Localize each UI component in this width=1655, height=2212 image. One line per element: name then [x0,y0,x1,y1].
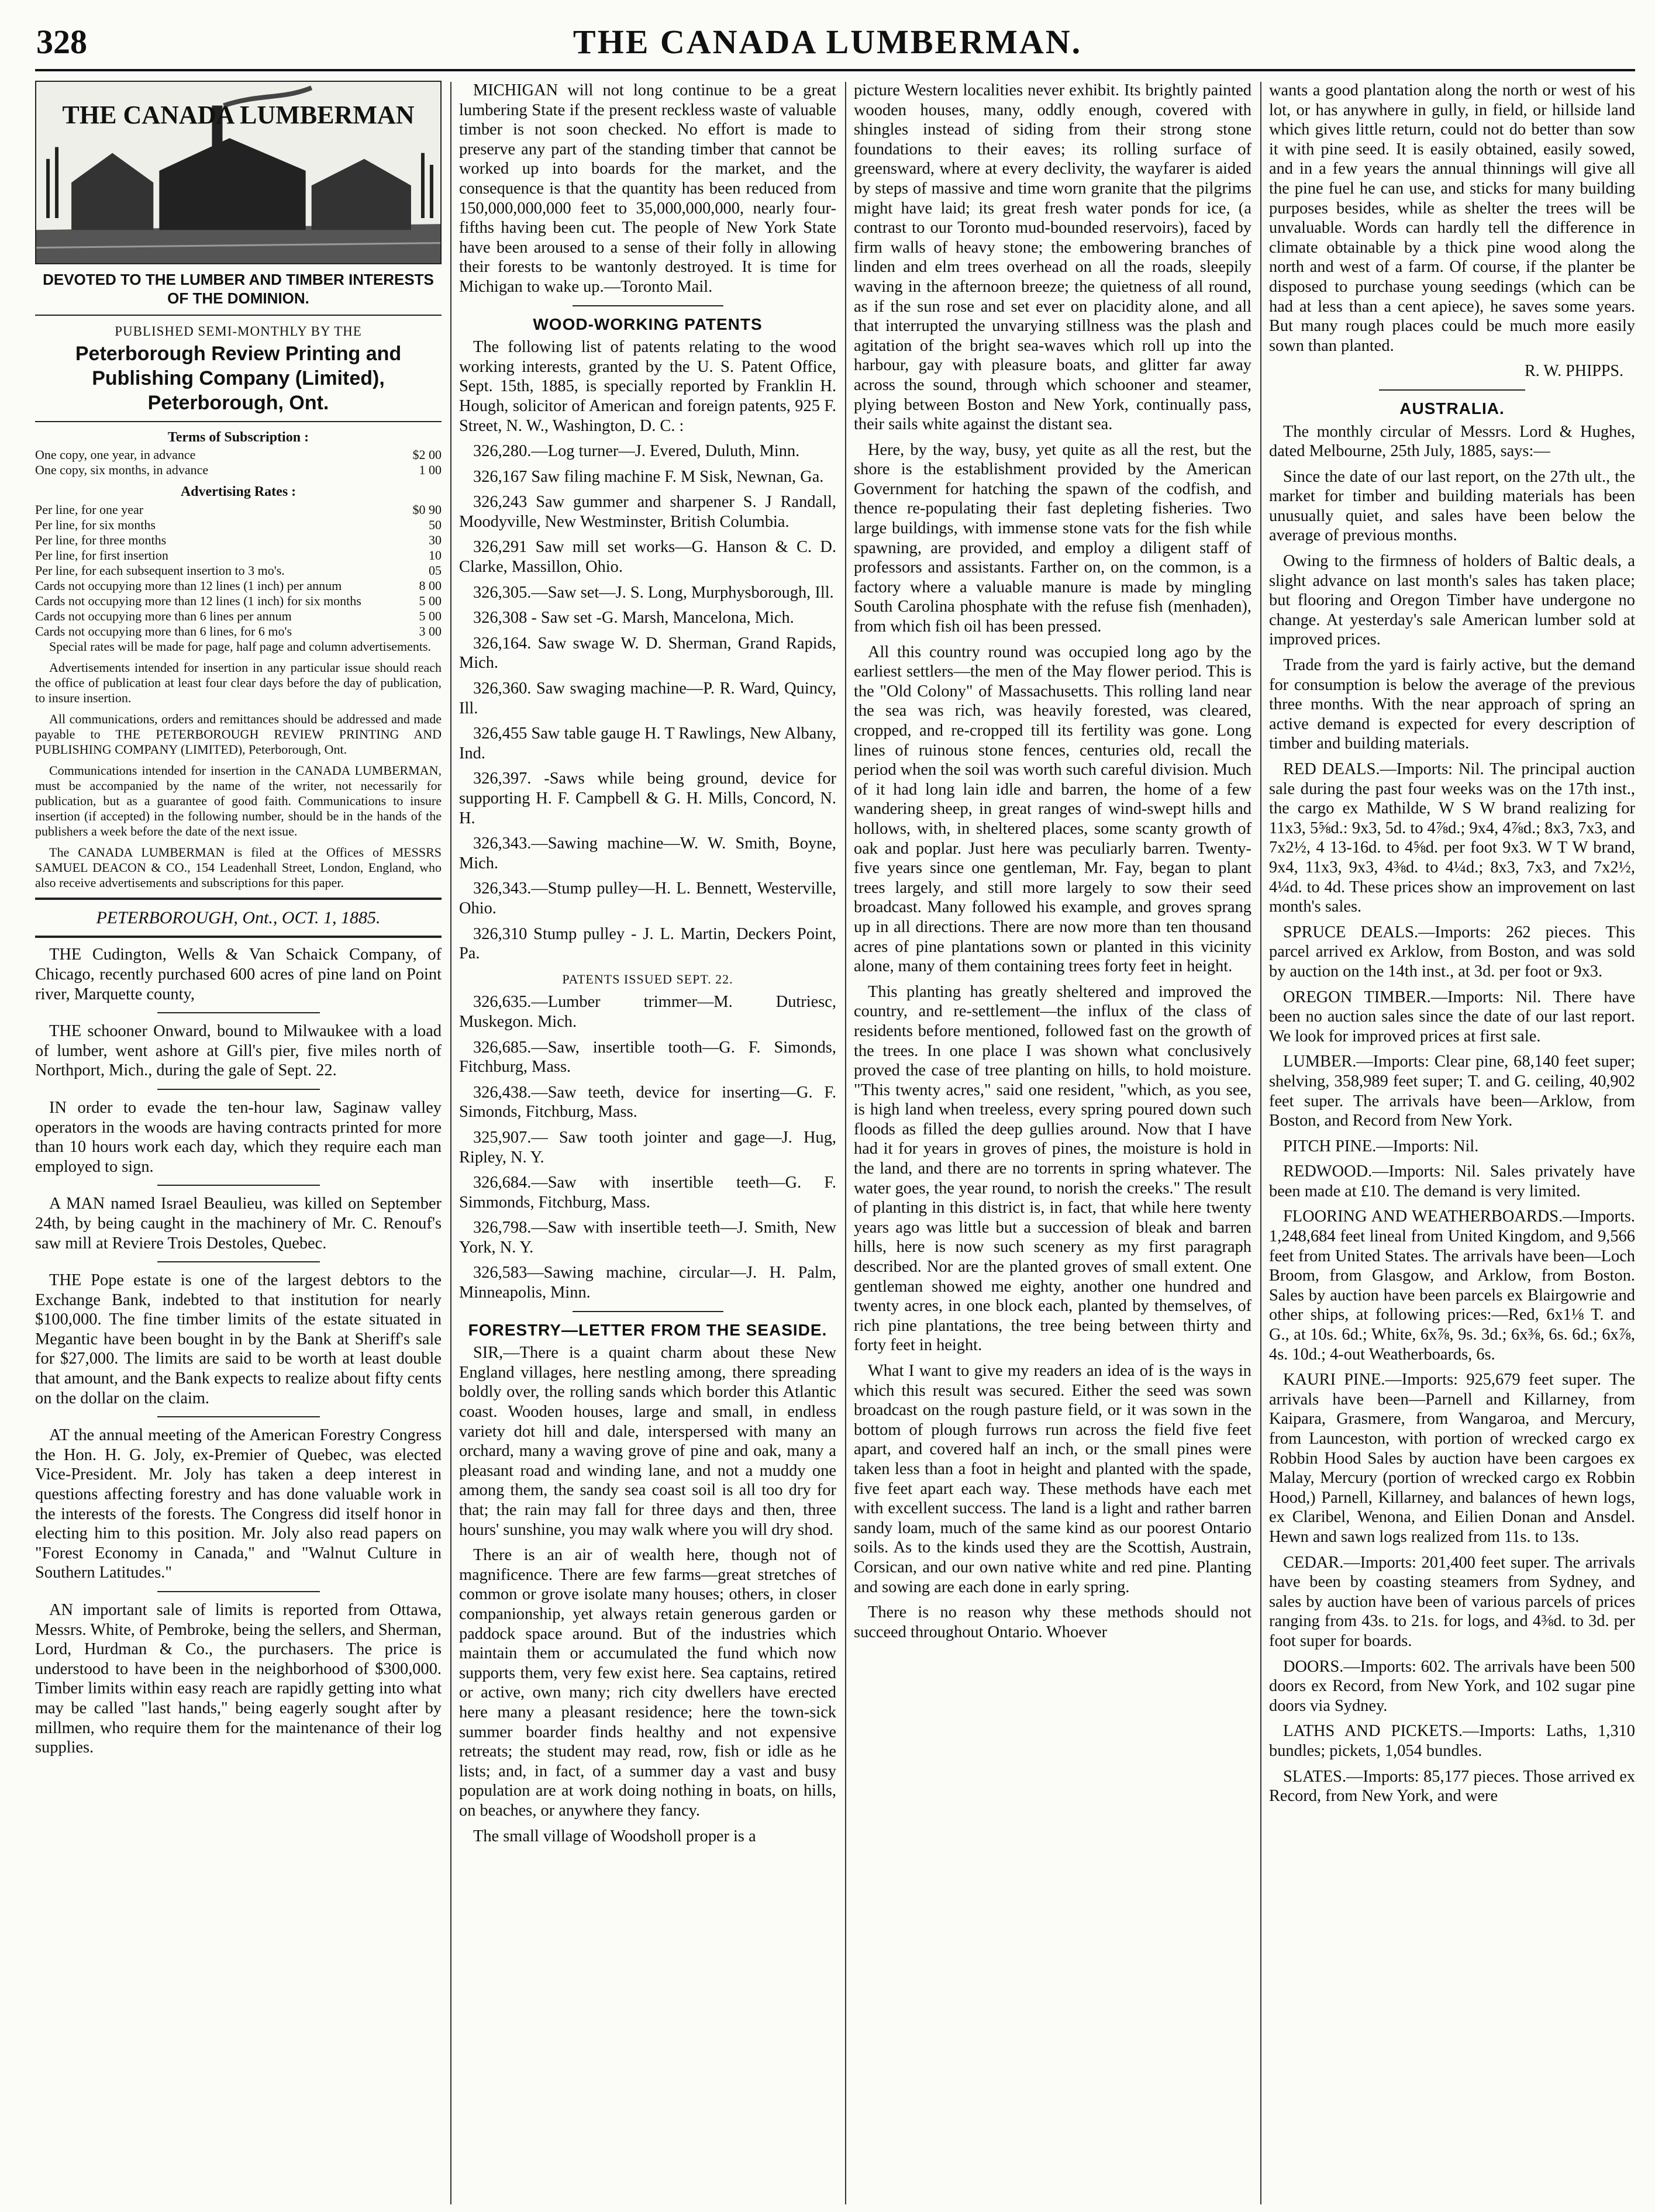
news-item: AN important sale of limits is reported from Ottawa, Messrs. White, of Pembroke, being the sellers, and Sherman, Lord, Hurdman & Co., the purchasers. The price is understood to have been in the neighborhood of $300,000. Timber limits within easy reach are rapidly getting into what may be called "last hands," being eagerly sought after by millmen, who require them for the maintenance of their log supplies. [35,1601,442,1757]
patent-entry: 325,907.— Saw tooth jointer and gage—J. Hug, Ripley, N. Y. [459,1128,836,1167]
author-signature: R. W. PHIPPS. [1525,362,1623,381]
rate-row [35,502,442,517]
article-paragraph: Owing to the firmness of holders of Baltic deals, a slight advance on last month's sales has taken place; but flooring and Oregon Timber have undergone no change. At yesterday's sale American lumber sold at improved prices. [1269,552,1635,649]
advertising-list [35,502,442,639]
patent-entry: 326,308 - Saw set -G. Marsh, Mancelona, Mich. [473,609,794,627]
rates-note: Communications intended for insertion in the CANADA LUMBERMAN, must be accompanied by the name of the writer, not necessarily for publication, but as a guarantee of good faith. Communications to insure insertion (if accepted) in the following number, should be in the hands of the publishers a week before the date of the next issue. [35,762,442,838]
rate-price: 1 00 [419,463,442,478]
masthead-logo [35,81,442,264]
news-item: IN order to evade the ten-hour law, Saginaw valley operators in the woods are having contracts printed for more than 10 hours work each day, which they require each man employed to sign. [35,1098,442,1176]
article-paragraph: LATHS AND PICKETS.—Imports: Laths, 1,310 bundles; pickets, 1,054 bundles. [1269,1722,1635,1760]
rate-row [35,517,442,533]
rate-label: One copy, one year, in advance [35,447,196,463]
article-paragraph: FLOORING AND WEATHERBOARDS.—Imports. 1,248,684 feet lineal from United Kingdom, and 9,566 feet from United States. The arrivals have been—Loch Broom, from Glasgow, and Arklow, from Boston. Sales by auction have been parcels ex Blairgowrie and other ships, at following prices:—Red, 6x1⅛ T. and G., at 10s. 6d.; White, 6x⅞, 9s. 3d.; 6x⅜, 6s. 6d.; 6x⅞, 4s. 10d.; 4-out Weatherboards, 6s. [1269,1207,1635,1364]
rate-price: $2 00 [412,447,442,463]
rate-price: 5 00 [419,608,442,623]
article-paragraph: MICHIGAN will not long continue to be a great lumbering State if the present reckless waste of valuable timber is not soon checked. No effort is made to preserve any part of the standing timber that cannot be worked up into boards for the market, and the consequence is that the quantity has been reduced from 150,000,000,000 feet to 35,000,000,000, nearly four-fifths having been cut. The people of New York State have been aroused to a sense of their folly in allowing their forests to be wantonly destroyed. It is time for Michigan to wake up.—Toronto Mail. [459,81,836,296]
advertising-heading: Advertising Rates : [180,484,296,500]
rule [157,1185,320,1186]
article-paragraph: All this country round was occupied long ago by the earliest settlers—the men of the May flower period. This is the "Old Colony" of Massachusetts. This rolling land near the sea was rich, was heavily forested, was cleared, cropped, and re-cropped till its fertility was gone. Long lines of ruinous stone fences, centuries old, recall the period when the soil was worth such careful division. Much of it had long lain idle and barren, the home of a few wandering sheep, in great ranges of wind-swept hills and hollows, with, in sheltered places, some scanty growth of oak and poplar. Just here was peculiarly barren. Twenty-five years since one gentleman, Mr. Fay, began to plant trees largely, and still more largely to sow their seed broadcast. Many followed his example, and groves sprang up in all directions. There are now more than ten thousand acres of pine plantations sown or planted in this vicinity alone, many of them containing trees forty feet in height. [854,643,1251,976]
patent-entry: 326,310 Stump pulley - J. L. Martin, Deckers Point, Pa. [459,924,836,963]
tagline: DEVOTED TO THE LUMBER AND TIMBER INTERESTS OF THE DOMINION. [43,271,434,307]
article-paragraph: PITCH PINE.—Imports: Nil. [1283,1137,1479,1155]
article-paragraph: The small village of Woodsholl proper is a [473,1827,756,1845]
article-paragraph: picture Western localities never exhibit. Its brightly painted wooden houses, many, oddly enough, covered with shingles instead of siding from their strong stone foundations to their eaves; its rolling surface of greensward, where at every declivity, the wayfarer is aided by steps of massive and time worn granite that the pilgrims might have laid; its great fresh water ponds for ice, (a contrast to our Toronto mud-bounded reservoirs), faced by firm walls of heavy stone; the embowering branches of linden and elm trees overhead on all the roads, sleepily waving in the afternoon breeze; the quietness of all round, as if the sun rose and set ever on placidity alone, and all that interrupted the unvarying stillness was the plash and agitation of the bright sea-waves which roll up into the harbour, gay with pleasure boats, and glitter far away across the sound, through which schooner and steamer, plying between Boston and New York, continually pass, their sails white against the distant sea. [854,81,1251,434]
terms-list [35,447,442,478]
article-paragraph: REDWOOD.—Imports: Nil. Sales privately have been made at £10. The demand is very limited. [1269,1162,1635,1200]
rate-row [35,624,442,639]
page-number: 328 [36,23,87,61]
column-rule [1260,82,1261,2204]
news-item: THE Cudington, Wells & Van Schaick Company, of Chicago, recently purchased 600 acres of pine land on Point river, Marquette county, [35,945,442,1003]
section-title: WOOD-WORKING PATENTS [533,315,763,333]
news-item: AT the annual meeting of the American Forestry Congress the Hon. H. G. Joly, ex-Premier of Quebec, was elected Vice-President. Mr. Joly has taken a deep interest in questions affecting forestry and has done valuable work in the interests of the forests. The Congress did itself honor in electing him to this position. Mr. Joly also read papers on "Forest Economy in Canada," and "Walnut Culture in Southern Latitudes." [35,1426,442,1582]
article-paragraph: The monthly circular of Messrs. Lord & Hughes, dated Melbourne, 25th July, 1885, says:— [1269,422,1635,461]
news-item: THE Pope estate is one of the largest debtors to the Exchange Bank, indebted to that institution for nearly $100,000. The fine timber limits of the estate situated in Megantic have been bought in by the Bank at Sheriff's sale for $27,000. The limits are said to be worth at least double that amount, and the Bank expects to realize about fifty cents on the dollar on the claim. [35,1271,442,1407]
article-paragraph: RED DEALS.—Imports: Nil. The principal auction sale during the past four weeks was on the 17th inst., the cargo ex Mathilde, W S W brand realizing for 11x3, 5⅝d.: 9x3, 5d. to 4⅞d.; 9x4, 4⅞d.; 8x3, 7x3, and 7x2½, 4 13-16d. to 4⅝d. per foot 9x3. W T W brand, 9x4, 11x3, 9x3, 4⅜d. to 4¼d.; 8x3, 7x3, and 7x2½, 4¼d. to 4d. These prices show an improvement on last month's sales. [1269,760,1635,916]
column-rule [450,82,451,2204]
rule [157,1089,320,1090]
rate-label: Cards not occupying more than 6 lines per annum [35,608,292,623]
patent-entry: 326,291 Saw mill set works—G. Hanson & C. D. Clarke, Massillon, Ohio. [459,538,836,577]
rate-label: Per line, for first insertion [35,547,168,563]
column-rule [845,82,846,2204]
rate-label: Cards not occupying more than 12 lines (1 inch) per annum [35,578,342,593]
rates-note: All communications, orders and remittances should be addressed and made payable to THE PETERBOROUGH REVIEW PRINTING AND PUBLISHING COMPANY (LIMITED), Peterborough, Ont. [35,711,442,757]
rule [573,1311,723,1312]
rate-price: 3 00 [419,623,442,639]
publisher-name: Peterborough Review Printing and Publishing Company (Limited), Peterborough, Ont. [75,342,402,414]
rate-label: One copy, six months, in advance [35,463,209,478]
rate-row [35,563,442,578]
patent-entry: 326,583—Sawing machine, circular—J. H. Palm, Minneapolis, Minn. [459,1264,836,1302]
running-head: THE CANADA LUMBERMAN. [573,23,1082,61]
patent-entry: 326,455 Saw table gauge H. T Rawlings, New Albany, Ind. [459,724,836,762]
patent-entry: 326,164. Saw swage W. D. Sherman, Grand Rapids, Mich. [459,634,836,672]
article-paragraph: DOORS.—Imports: 602. The arrivals have been 500 doors ex Record, from New York, and 102 sugar pine doors via Sydney. [1269,1657,1635,1715]
column-4 [1269,81,1635,1812]
article-paragraph: SIR,—There is a quaint charm about these New England villages, here nestling among, there spreading boldly over, the rolling sands which border this Atlantic coast. Wooden houses, large and small, in endless variety dot hill and dale, interspersed with many an orchard, many a waving grove of pine and oak, many a pleasant road and winding lane, and not a muddy one among them, the sandy sea coast soil is all too dry for that; the rain may fall for three days and then, three hours' sunshine, you may walk where you will dry shod. [459,1344,836,1539]
patent-entry: 326,635.—Lumber trimmer—M. Dutriesc, Muskegon. Mich. [459,993,836,1031]
rate-row [35,447,442,463]
article-paragraph: Here, by the way, busy, yet quite as all the rest, but the shore is the establishment provided by the American Government for hatching the spawn of the codfish, and thence re-populating their fast depleting fisheries. Two large buildings, with immense stone vats for the fish while spawning, are provided, and employ a diligent staff of professors and assistants. Farther on, on the common, is a factory where a valuable manure is made by mingling South Carolina phosphate with the refuse fish (menhaden), from which fish oil has been pressed. [854,440,1251,636]
rate-label: Per line, for six months [35,517,156,532]
article-paragraph: LUMBER.—Imports: Clear pine, 68,140 feet super; shelving, 358,989 feet super; T. and G. ceiling, 40,902 feet super. The arrivals have been—Arklow, from Boston, and Record from New York. [1269,1052,1635,1130]
column-2 [459,81,836,1852]
patent-entry: 326,343.—Stump pulley—H. L. Bennett, Westerville, Ohio. [459,879,836,917]
patent-entry: 326,798.—Saw with insertible teeth—J. Smith, New York, N. Y. [459,1219,836,1257]
rate-row [35,593,442,609]
rate-price: 50 [429,517,442,532]
rate-row [35,548,442,563]
article-paragraph: What I want to give my readers an idea of is the ways in which this result was secured. Either the seed was sown broadcast on the rough pasture field, or it was sown in the bottom of plough furrows run across the field five feet apart, and covered half an inch, or the small pines were taken less than a foot in height and planted with the spade, five feet apart each way. These methods have each met with excellent success. The land is a light and rather barren sandy loam, much of the same kind as our poorest Ontario soils. As to the kinds used they are the Scottish, Austrain, Corsican, and our own native white and red pine. Planting and sowing are each done in early spring. [854,1362,1251,1596]
sawmill-illustration [36,82,440,263]
dateline: PETERBOROUGH, Ont., OCT. 1, 1885. [96,907,381,927]
rule [157,1261,320,1262]
rule [35,898,442,900]
article-paragraph: There is no reason why these methods should not succeed throughout Ontario. Whoever [854,1603,1251,1641]
rate-row [35,578,442,593]
rate-price: 8 00 [419,578,442,593]
rate-label: Per line, for three months [35,532,167,547]
patent-entry: 326,305.—Saw set—J. S. Long, Murphysborough, Ill. [473,583,834,602]
article-paragraph: SPRUCE DEALS.—Imports: 262 pieces. This parcel arrived ex Arklow, from Boston, and was sold by auction on the 14th inst., at 3d. per foot or 9x3. [1269,923,1635,981]
section-title: AUSTRALIA. [1399,399,1505,417]
rule [157,1012,320,1013]
rate-row [35,463,442,478]
subsection-title: PATENTS ISSUED SEPT. 22. [562,971,733,986]
rates-note: Special rates will be made for page, half page and column advertisements. [49,639,432,654]
terms-heading: Terms of Subscription : [167,429,309,445]
rule [35,421,442,422]
rate-row [35,609,442,624]
article-paragraph: There is an air of wealth here, though not of magnificence. There are few farms—great stretches of common or grove isolate many houses; others, in closer companionship, yet always retain generous garden or paddock space around. But of the industries which maintain them or accumulated the fund which now supports them, very few exist here. Sea captains, retired or active, own many; rich city dwellers have erected here many a pleasant residence; here the town-sick summer boarder finds healthy and not expensive retreats; the student may read, row, fish or idle as he lists; and, in fact, of a summer day a vast and busy population are at work doing nothing in boats, on hills, on beaches, or anywhere they fancy. [459,1546,836,1820]
patent-entry: 326,685.—Saw, insertible tooth—G. F. Simonds, Fitchburg, Mass. [459,1038,836,1076]
rate-label: Cards not occupying more than 12 lines (1 inch) for six months [35,593,361,608]
article-paragraph: Since the date of our last report, on the 27th ult., the market for timber and building materials has been unusually quiet, and sales have been below the average of previous months. [1269,467,1635,545]
rate-label: Cards not occupying more than 6 lines, for 6 mo's [35,623,292,639]
article-paragraph: CEDAR.—Imports: 201,400 feet super. The arrivals have been by coasting steamers from Sydney, and sales by auction have been of various parcels of prices ranging from 43s. to 21s. for logs, and 4⅜d. to 3d. per foot super for boards. [1269,1553,1635,1650]
rule [1379,389,1525,391]
rates-note: Advertisements intended for insertion in any particular issue should reach the office of publication at least four clear days before the day of publication, to insure insertion. [35,660,442,705]
section-title: FORESTRY—LETTER FROM THE SEASIDE. [468,1320,828,1339]
news-item: THE schooner Onward, bound to Milwaukee with a load of lumber, went ashore at Gill's pier, five miles north of Northport, Mich., during the gale of Sept. 22. [35,1022,442,1080]
rate-label: Per line, for each subsequent insertion to 3 mo's. [35,563,285,578]
column-1 [35,81,442,1764]
patent-entry: 326,343.—Sawing machine—W. W. Smith, Boyne, Mich. [459,834,836,872]
published-line: PUBLISHED SEMI-MONTHLY BY THE [115,324,362,339]
patent-entry: 326,280.—Log turner—J. Evered, Duluth, Minn. [473,442,800,461]
header-rule [35,69,1635,71]
article-paragraph: KAURI PINE.—Imports: 925,679 feet super. The arrivals have been—Parnell and Killarney, from Kaipara, Grasmere, from Wangaroa, and Mercury, from Launceston, with portion of wrecked cargo ex Robbin Hood Sales by auction have been cargoes ex Malay, Mercury (portion of wrecked cargo ex Robbin Hood,) Parnell, Killarney, and balances of hewn logs, ex Claribel, Wenona, and Eilien Donan and Ansdel. Hewn and sawn logs realized from 11s. to 13s. [1269,1371,1635,1546]
column-3 [854,81,1251,1648]
rule [157,1591,320,1592]
rule [157,1416,320,1417]
patent-entry: 326,243 Saw gummer and sharpener S. J Randall, Moodyville, New Westminster, British Columbia. [459,493,836,531]
logo-lettering: THE CANADA LUMBERMAN [62,100,415,129]
article-paragraph: OREGON TIMBER.—Imports: Nil. There have been no auction sales since the date of our last report. We look for improved prices at first sale. [1269,988,1635,1045]
patent-entry: 326,397. -Saws while being ground, device for supporting H. F. Campbell & G. H. Mills, Concord, N. H. [459,769,836,827]
article-paragraph: SLATES.—Imports: 85,177 pieces. Those arrived ex Record, from New York, and were [1269,1767,1635,1806]
rule [573,305,723,306]
patent-entry: 326,167 Saw filing machine F. M Sisk, Newnan, Ga. [473,467,824,486]
rate-label: Per line, for one year [35,502,144,517]
rate-price: 10 [429,547,442,563]
rate-price: 05 [429,563,442,578]
patent-entry: 326,684.—Saw with insertible teeth—G. F. Simmonds, Fitchburg, Mass. [459,1174,836,1212]
rate-price: 5 00 [419,593,442,608]
rates-note: The CANADA LUMBERMAN is filed at the Offices of MESSRS SAMUEL DEACON & CO., 154 Leadenhall Street, London, England, who also receive advertisements and subscriptions for this paper. [35,844,442,890]
article-paragraph: The following list of patents relating to the wood working interests, granted by the U. S. Patent Office, Sept. 15th, 1885, is specially reported by Franklin H. Hough, solicitor of American and foreign patents, 925 F. Street, N. W., Washington, D. C. : [459,338,836,435]
rule [35,936,442,938]
patent-entry: 326,360. Saw swaging machine—P. R. Ward, Quincy, Ill. [459,679,836,717]
news-item: A MAN named Israel Beaulieu, was killed on September 24th, by being caught in the machinery of Mr. C. Renouf's saw mill at Reviere Trois Destoles, Quebec. [35,1195,442,1252]
article-paragraph: Trade from the yard is fairly active, but the demand for consumption is below the average of the previous three months. With the near approach of spring an active demand is expected for every description of timber and building materials. [1269,656,1635,753]
article-paragraph: wants a good plantation along the north or west of his lot, or has anywhere in gully, in field, or hillside land which gives little return, could not do better than sow it with pine seed. It is easily obtained, easily sowed, and in a few years the annual thinnings will give all the pine fuel he can use, and sticks for many building purposes besides, while as shelter the trees will be unvaluable. Words can hardly tell the difference in climate obtainable by a thick pine wood along the north and west of a farm. Of course, if the planter be disposed to purchase young seedings (which can be had at less than a cent apiece), he saves some years. But many rough places could be much more easily sown than planted. [1269,81,1635,355]
patent-entry: 326,438.—Saw teeth, device for inserting—G. F. Simonds, Fitchburg, Mass. [459,1083,836,1121]
rate-price: $0 90 [412,502,442,517]
rate-price: 30 [429,532,442,547]
rule [35,315,442,316]
article-paragraph: This planting has greatly sheltered and improved the country, and re-settlement—the influx of the class of residents before mentioned, followed fast on the growth of the trees. In one place I was shown what conclusively proved the case of tree planting on hills, to hold moisture. "This twenty acres," said one resident, "which, as you see, is high land when treeless, every spring poured down such floods as filled the deep gullies around. Now that I have had it for years in groves of pines, the moisture is hold in the land, and there are no torrents in spring whatever. The water goes, the year round, to norish the creeks." The result of planting in this district is, in fact, that while here twenty years ago was little but a succession of bleak and barren hills, here is now such scenery as my first paragraph described. Nor are the planted groves of small extent. One gentleman showed me eighty, another one hundred and twenty acres, in one block each, planted by themselves, of rich pine plantations, the tree being between thirty and forty feet in height. [854,982,1251,1355]
rate-row [35,533,442,548]
